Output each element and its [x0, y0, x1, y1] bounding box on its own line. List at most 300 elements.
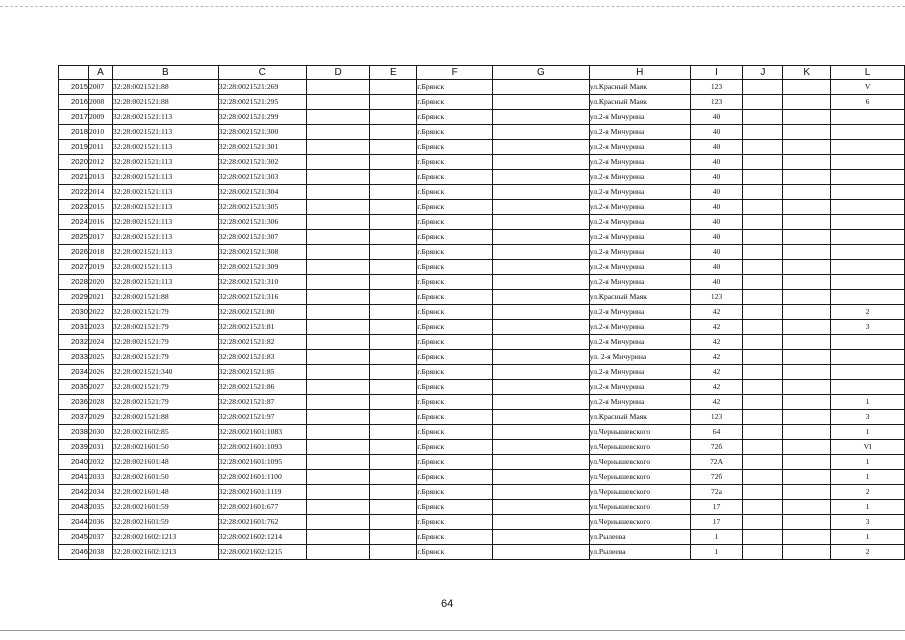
- row-number[interactable]: 2044: [59, 515, 89, 530]
- cell-d[interactable]: [306, 365, 370, 380]
- cell-i[interactable]: 42: [690, 335, 743, 350]
- cell-f[interactable]: г.Брянск: [417, 230, 493, 245]
- cell-b[interactable]: 32:28:0021521:113: [112, 185, 218, 200]
- cell-c[interactable]: 32:28:0021601:677: [218, 500, 306, 515]
- cell-g[interactable]: [493, 125, 590, 140]
- column-header-i[interactable]: I: [690, 66, 743, 80]
- cell-b[interactable]: 32:28:0021601:50: [112, 470, 218, 485]
- cell-h[interactable]: ул.2-я Мичурина: [589, 335, 690, 350]
- cell-l[interactable]: 3: [831, 410, 905, 425]
- cell-l[interactable]: [831, 125, 905, 140]
- cell-c[interactable]: 32:28:0021521:304: [218, 185, 306, 200]
- column-header-g[interactable]: G: [493, 66, 590, 80]
- cell-d[interactable]: [306, 95, 370, 110]
- cell-j[interactable]: [743, 515, 783, 530]
- cell-a[interactable]: 2038: [88, 545, 112, 560]
- cell-f[interactable]: г.Брянск: [417, 395, 493, 410]
- cell-i[interactable]: 40: [690, 110, 743, 125]
- cell-d[interactable]: [306, 305, 370, 320]
- cell-h[interactable]: ул. 2-я Мичурина: [589, 350, 690, 365]
- cell-f[interactable]: г.Брянск: [417, 125, 493, 140]
- cell-g[interactable]: [493, 545, 590, 560]
- cell-h[interactable]: ул.2-я Мичурина: [589, 140, 690, 155]
- row-number[interactable]: 2037: [59, 410, 89, 425]
- cell-h[interactable]: ул.2-я Мичурина: [589, 320, 690, 335]
- cell-c[interactable]: 32:28:0021521:295: [218, 95, 306, 110]
- cell-b[interactable]: 32:28:0021602:1213: [112, 545, 218, 560]
- cell-f[interactable]: г.Брянск: [417, 545, 493, 560]
- cell-i[interactable]: 123: [690, 410, 743, 425]
- cell-l[interactable]: [831, 260, 905, 275]
- cell-e[interactable]: [370, 155, 417, 170]
- cell-a[interactable]: 2037: [88, 530, 112, 545]
- cell-a[interactable]: 2013: [88, 170, 112, 185]
- row-number[interactable]: 2024: [59, 215, 89, 230]
- cell-l[interactable]: [831, 110, 905, 125]
- cell-c[interactable]: 32:28:0021521:300: [218, 125, 306, 140]
- cell-l[interactable]: [831, 380, 905, 395]
- cell-b[interactable]: 32:28:0021602:85: [112, 425, 218, 440]
- cell-d[interactable]: [306, 410, 370, 425]
- row-number[interactable]: 2016: [59, 95, 89, 110]
- cell-d[interactable]: [306, 230, 370, 245]
- cell-g[interactable]: [493, 365, 590, 380]
- cell-c[interactable]: 32:28:0021521:97: [218, 410, 306, 425]
- cell-k[interactable]: [783, 410, 831, 425]
- cell-f[interactable]: г.Брянск: [417, 245, 493, 260]
- cell-g[interactable]: [493, 485, 590, 500]
- cell-h[interactable]: ул.2-я Мичурина: [589, 260, 690, 275]
- cell-h[interactable]: ул.Красный Маяк: [589, 290, 690, 305]
- cell-b[interactable]: 32:28:0021521:79: [112, 350, 218, 365]
- cell-f[interactable]: г.Брянск: [417, 440, 493, 455]
- cell-l[interactable]: [831, 290, 905, 305]
- cell-i[interactable]: 42: [690, 395, 743, 410]
- cell-l[interactable]: 1: [831, 500, 905, 515]
- cell-h[interactable]: ул.2-я Мичурина: [589, 110, 690, 125]
- cell-j[interactable]: [743, 350, 783, 365]
- cell-j[interactable]: [743, 485, 783, 500]
- cell-a[interactable]: 2017: [88, 230, 112, 245]
- cell-b[interactable]: 32:28:0021521:79: [112, 335, 218, 350]
- cell-a[interactable]: 2014: [88, 185, 112, 200]
- cell-l[interactable]: [831, 215, 905, 230]
- cell-e[interactable]: [370, 230, 417, 245]
- cell-k[interactable]: [783, 305, 831, 320]
- cell-e[interactable]: [370, 245, 417, 260]
- cell-a[interactable]: 2019: [88, 260, 112, 275]
- cell-f[interactable]: г.Брянск: [417, 170, 493, 185]
- cell-i[interactable]: 123: [690, 95, 743, 110]
- cell-l[interactable]: 3: [831, 515, 905, 530]
- cell-i[interactable]: 17: [690, 500, 743, 515]
- cell-c[interactable]: 32:28:0021602:1214: [218, 530, 306, 545]
- cell-d[interactable]: [306, 275, 370, 290]
- cell-g[interactable]: [493, 275, 590, 290]
- cell-b[interactable]: 32:28:0021601:48: [112, 485, 218, 500]
- cell-c[interactable]: 32:28:0021521:80: [218, 305, 306, 320]
- column-header-f[interactable]: F: [417, 66, 493, 80]
- cell-g[interactable]: [493, 245, 590, 260]
- cell-k[interactable]: [783, 140, 831, 155]
- column-header-c[interactable]: C: [218, 66, 306, 80]
- row-number[interactable]: 2039: [59, 440, 89, 455]
- cell-f[interactable]: г.Брянск: [417, 290, 493, 305]
- cell-a[interactable]: 2024: [88, 335, 112, 350]
- cell-i[interactable]: 40: [690, 215, 743, 230]
- cell-j[interactable]: [743, 500, 783, 515]
- cell-a[interactable]: 2020: [88, 275, 112, 290]
- cell-b[interactable]: 32:28:0021521:113: [112, 140, 218, 155]
- cell-e[interactable]: [370, 320, 417, 335]
- cell-a[interactable]: 2031: [88, 440, 112, 455]
- cell-e[interactable]: [370, 260, 417, 275]
- cell-b[interactable]: 32:28:0021521:79: [112, 395, 218, 410]
- cell-b[interactable]: 32:28:0021521:79: [112, 380, 218, 395]
- cell-j[interactable]: [743, 545, 783, 560]
- cell-j[interactable]: [743, 290, 783, 305]
- cell-c[interactable]: 32:28:0021521:310: [218, 275, 306, 290]
- cell-j[interactable]: [743, 155, 783, 170]
- cell-k[interactable]: [783, 455, 831, 470]
- cell-h[interactable]: ул.Чернышевского: [589, 470, 690, 485]
- cell-a[interactable]: 2009: [88, 110, 112, 125]
- cell-c[interactable]: 32:28:0021521:301: [218, 140, 306, 155]
- cell-g[interactable]: [493, 395, 590, 410]
- cell-g[interactable]: [493, 185, 590, 200]
- cell-l[interactable]: [831, 335, 905, 350]
- cell-a[interactable]: 2023: [88, 320, 112, 335]
- cell-i[interactable]: 72б: [690, 470, 743, 485]
- cell-e[interactable]: [370, 395, 417, 410]
- cell-j[interactable]: [743, 470, 783, 485]
- cell-k[interactable]: [783, 155, 831, 170]
- column-header-h[interactable]: H: [589, 66, 690, 80]
- cell-i[interactable]: 40: [690, 185, 743, 200]
- cell-i[interactable]: 40: [690, 155, 743, 170]
- cell-a[interactable]: 2033: [88, 470, 112, 485]
- cell-j[interactable]: [743, 440, 783, 455]
- cell-j[interactable]: [743, 275, 783, 290]
- cell-d[interactable]: [306, 245, 370, 260]
- cell-g[interactable]: [493, 290, 590, 305]
- cell-i[interactable]: 72б: [690, 440, 743, 455]
- cell-h[interactable]: ул.2-я Мичурина: [589, 155, 690, 170]
- cell-b[interactable]: 32:28:0021521:113: [112, 110, 218, 125]
- cell-d[interactable]: [306, 170, 370, 185]
- cell-k[interactable]: [783, 350, 831, 365]
- cell-d[interactable]: [306, 335, 370, 350]
- cell-l[interactable]: [831, 200, 905, 215]
- cell-k[interactable]: [783, 200, 831, 215]
- cell-d[interactable]: [306, 110, 370, 125]
- cell-j[interactable]: [743, 230, 783, 245]
- cell-g[interactable]: [493, 230, 590, 245]
- cell-g[interactable]: [493, 530, 590, 545]
- cell-b[interactable]: 32:28:0021602:1213: [112, 530, 218, 545]
- row-number[interactable]: 2026: [59, 245, 89, 260]
- row-number[interactable]: 2033: [59, 350, 89, 365]
- cell-e[interactable]: [370, 215, 417, 230]
- cell-c[interactable]: 32:28:0021521:308: [218, 245, 306, 260]
- cell-a[interactable]: 2015: [88, 200, 112, 215]
- cell-h[interactable]: ул.Чернышевского: [589, 500, 690, 515]
- cell-i[interactable]: 72А: [690, 455, 743, 470]
- cell-g[interactable]: [493, 470, 590, 485]
- cell-b[interactable]: 32:28:0021521:113: [112, 215, 218, 230]
- cell-a[interactable]: 2008: [88, 95, 112, 110]
- cell-k[interactable]: [783, 365, 831, 380]
- cell-g[interactable]: [493, 260, 590, 275]
- column-header-j[interactable]: J: [743, 66, 783, 80]
- cell-c[interactable]: 32:28:0021521:306: [218, 215, 306, 230]
- column-header-l[interactable]: L: [831, 66, 905, 80]
- cell-a[interactable]: 2034: [88, 485, 112, 500]
- cell-a[interactable]: 2022: [88, 305, 112, 320]
- cell-d[interactable]: [306, 140, 370, 155]
- cell-c[interactable]: 32:28:0021601:1100: [218, 470, 306, 485]
- cell-h[interactable]: ул.Рылеева: [589, 530, 690, 545]
- cell-g[interactable]: [493, 320, 590, 335]
- cell-g[interactable]: [493, 170, 590, 185]
- row-number[interactable]: 2022: [59, 185, 89, 200]
- cell-j[interactable]: [743, 110, 783, 125]
- cell-d[interactable]: [306, 545, 370, 560]
- cell-g[interactable]: [493, 80, 590, 95]
- cell-c[interactable]: 32:28:0021521:87: [218, 395, 306, 410]
- cell-d[interactable]: [306, 260, 370, 275]
- cell-k[interactable]: [783, 335, 831, 350]
- cell-i[interactable]: 123: [690, 290, 743, 305]
- cell-d[interactable]: [306, 455, 370, 470]
- row-number[interactable]: 2019: [59, 140, 89, 155]
- cell-h[interactable]: ул.2-я Мичурина: [589, 395, 690, 410]
- cell-e[interactable]: [370, 170, 417, 185]
- cell-k[interactable]: [783, 380, 831, 395]
- cell-h[interactable]: ул.2-я Мичурина: [589, 245, 690, 260]
- cell-b[interactable]: 32:28:0021521:113: [112, 275, 218, 290]
- cell-h[interactable]: ул.2-я Мичурина: [589, 365, 690, 380]
- cell-d[interactable]: [306, 440, 370, 455]
- cell-k[interactable]: [783, 110, 831, 125]
- cell-k[interactable]: [783, 230, 831, 245]
- cell-d[interactable]: [306, 290, 370, 305]
- cell-h[interactable]: ул.Чернышевского: [589, 455, 690, 470]
- cell-h[interactable]: ул.2-я Мичурина: [589, 215, 690, 230]
- cell-f[interactable]: г.Брянск: [417, 365, 493, 380]
- cell-f[interactable]: г.Брянск: [417, 275, 493, 290]
- row-number[interactable]: 2023: [59, 200, 89, 215]
- cell-d[interactable]: [306, 395, 370, 410]
- cell-h[interactable]: ул.2-я Мичурина: [589, 200, 690, 215]
- cell-b[interactable]: 32:28:0021521:88: [112, 80, 218, 95]
- cell-l[interactable]: [831, 350, 905, 365]
- column-header-b[interactable]: B: [112, 66, 218, 80]
- cell-k[interactable]: [783, 80, 831, 95]
- cell-k[interactable]: [783, 290, 831, 305]
- cell-f[interactable]: г.Брянск: [417, 380, 493, 395]
- cell-e[interactable]: [370, 80, 417, 95]
- cell-e[interactable]: [370, 485, 417, 500]
- cell-d[interactable]: [306, 380, 370, 395]
- column-header-e[interactable]: E: [370, 66, 417, 80]
- cell-h[interactable]: ул.Чернышевского: [589, 425, 690, 440]
- row-number[interactable]: 2042: [59, 485, 89, 500]
- cell-b[interactable]: 32:28:0021521:88: [112, 95, 218, 110]
- row-number[interactable]: 2032: [59, 335, 89, 350]
- cell-h[interactable]: ул.Красный Маяк: [589, 80, 690, 95]
- cell-j[interactable]: [743, 200, 783, 215]
- cell-i[interactable]: 72а: [690, 485, 743, 500]
- cell-k[interactable]: [783, 425, 831, 440]
- cell-d[interactable]: [306, 185, 370, 200]
- cell-e[interactable]: [370, 335, 417, 350]
- cell-g[interactable]: [493, 440, 590, 455]
- cell-k[interactable]: [783, 125, 831, 140]
- cell-j[interactable]: [743, 80, 783, 95]
- row-number[interactable]: 2031: [59, 320, 89, 335]
- cell-f[interactable]: г.Брянск: [417, 305, 493, 320]
- cell-i[interactable]: 123: [690, 80, 743, 95]
- cell-j[interactable]: [743, 395, 783, 410]
- cell-e[interactable]: [370, 470, 417, 485]
- cell-a[interactable]: 2016: [88, 215, 112, 230]
- cell-g[interactable]: [493, 410, 590, 425]
- cell-b[interactable]: 32:28:0021521:113: [112, 125, 218, 140]
- cell-j[interactable]: [743, 410, 783, 425]
- cell-d[interactable]: [306, 530, 370, 545]
- cell-c[interactable]: 32:28:0021521:81: [218, 320, 306, 335]
- cell-l[interactable]: 1: [831, 530, 905, 545]
- cell-i[interactable]: 40: [690, 275, 743, 290]
- cell-g[interactable]: [493, 215, 590, 230]
- cell-k[interactable]: [783, 530, 831, 545]
- cell-a[interactable]: 2007: [88, 80, 112, 95]
- cell-g[interactable]: [493, 95, 590, 110]
- cell-a[interactable]: 2036: [88, 515, 112, 530]
- cell-k[interactable]: [783, 395, 831, 410]
- cell-c[interactable]: 32:28:0021521:85: [218, 365, 306, 380]
- cell-g[interactable]: [493, 140, 590, 155]
- cell-d[interactable]: [306, 215, 370, 230]
- cell-b[interactable]: 32:28:0021521:113: [112, 245, 218, 260]
- cell-i[interactable]: 40: [690, 125, 743, 140]
- cell-d[interactable]: [306, 515, 370, 530]
- cell-e[interactable]: [370, 200, 417, 215]
- cell-j[interactable]: [743, 380, 783, 395]
- cell-k[interactable]: [783, 500, 831, 515]
- cell-b[interactable]: 32:28:0021521:79: [112, 320, 218, 335]
- cell-i[interactable]: 40: [690, 200, 743, 215]
- cell-e[interactable]: [370, 380, 417, 395]
- cell-f[interactable]: г.Брянск: [417, 530, 493, 545]
- row-number[interactable]: 2043: [59, 500, 89, 515]
- cell-h[interactable]: ул.Красный Маяк: [589, 410, 690, 425]
- cell-l[interactable]: [831, 185, 905, 200]
- cell-j[interactable]: [743, 245, 783, 260]
- cell-l[interactable]: 1: [831, 425, 905, 440]
- cell-f[interactable]: г.Брянск: [417, 185, 493, 200]
- cell-g[interactable]: [493, 515, 590, 530]
- cell-l[interactable]: 6: [831, 95, 905, 110]
- cell-e[interactable]: [370, 365, 417, 380]
- cell-i[interactable]: 42: [690, 305, 743, 320]
- cell-j[interactable]: [743, 530, 783, 545]
- cell-k[interactable]: [783, 440, 831, 455]
- cell-a[interactable]: 2030: [88, 425, 112, 440]
- cell-e[interactable]: [370, 515, 417, 530]
- cell-j[interactable]: [743, 425, 783, 440]
- row-number[interactable]: 2038: [59, 425, 89, 440]
- cell-f[interactable]: г.Брянск: [417, 95, 493, 110]
- cell-c[interactable]: 32:28:0021601:1119: [218, 485, 306, 500]
- cell-e[interactable]: [370, 275, 417, 290]
- cell-c[interactable]: 32:28:0021521:83: [218, 350, 306, 365]
- cell-l[interactable]: 2: [831, 485, 905, 500]
- cell-l[interactable]: [831, 230, 905, 245]
- column-header-k[interactable]: K: [783, 66, 831, 80]
- row-number[interactable]: 2025: [59, 230, 89, 245]
- cell-b[interactable]: 32:28:0021521:79: [112, 305, 218, 320]
- cell-l[interactable]: 3: [831, 320, 905, 335]
- cell-e[interactable]: [370, 140, 417, 155]
- row-number[interactable]: 2046: [59, 545, 89, 560]
- cell-b[interactable]: 32:28:0021521:113: [112, 170, 218, 185]
- cell-l[interactable]: 1: [831, 455, 905, 470]
- cell-a[interactable]: 2028: [88, 395, 112, 410]
- cell-i[interactable]: 64: [690, 425, 743, 440]
- cell-d[interactable]: [306, 155, 370, 170]
- cell-a[interactable]: 2027: [88, 380, 112, 395]
- cell-c[interactable]: 32:28:0021602:1215: [218, 545, 306, 560]
- cell-g[interactable]: [493, 305, 590, 320]
- row-number[interactable]: 2041: [59, 470, 89, 485]
- row-number[interactable]: 2027: [59, 260, 89, 275]
- cell-l[interactable]: [831, 365, 905, 380]
- cell-a[interactable]: 2025: [88, 350, 112, 365]
- cell-e[interactable]: [370, 455, 417, 470]
- cell-f[interactable]: г.Брянск: [417, 500, 493, 515]
- cell-i[interactable]: 42: [690, 320, 743, 335]
- cell-i[interactable]: 42: [690, 380, 743, 395]
- cell-k[interactable]: [783, 470, 831, 485]
- cell-k[interactable]: [783, 260, 831, 275]
- row-number[interactable]: 2021: [59, 170, 89, 185]
- cell-j[interactable]: [743, 305, 783, 320]
- cell-j[interactable]: [743, 140, 783, 155]
- cell-c[interactable]: 32:28:0021601:762: [218, 515, 306, 530]
- cell-j[interactable]: [743, 365, 783, 380]
- cell-g[interactable]: [493, 380, 590, 395]
- cell-b[interactable]: 32:28:0021521:88: [112, 290, 218, 305]
- column-header-d[interactable]: D: [306, 66, 370, 80]
- cell-b[interactable]: 32:28:0021521:113: [112, 155, 218, 170]
- cell-l[interactable]: 1: [831, 470, 905, 485]
- cell-d[interactable]: [306, 350, 370, 365]
- cell-b[interactable]: 32:28:0021601:59: [112, 500, 218, 515]
- cell-f[interactable]: г.Брянск: [417, 425, 493, 440]
- cell-b[interactable]: 32:28:0021521:113: [112, 260, 218, 275]
- cell-f[interactable]: г.Брянск: [417, 215, 493, 230]
- cell-e[interactable]: [370, 410, 417, 425]
- cell-f[interactable]: г.Брянск: [417, 515, 493, 530]
- row-number[interactable]: 2036: [59, 395, 89, 410]
- cell-a[interactable]: 2032: [88, 455, 112, 470]
- cell-c[interactable]: 32:28:0021521:316: [218, 290, 306, 305]
- cell-i[interactable]: 1: [690, 545, 743, 560]
- cell-l[interactable]: [831, 245, 905, 260]
- cell-f[interactable]: г.Брянск: [417, 410, 493, 425]
